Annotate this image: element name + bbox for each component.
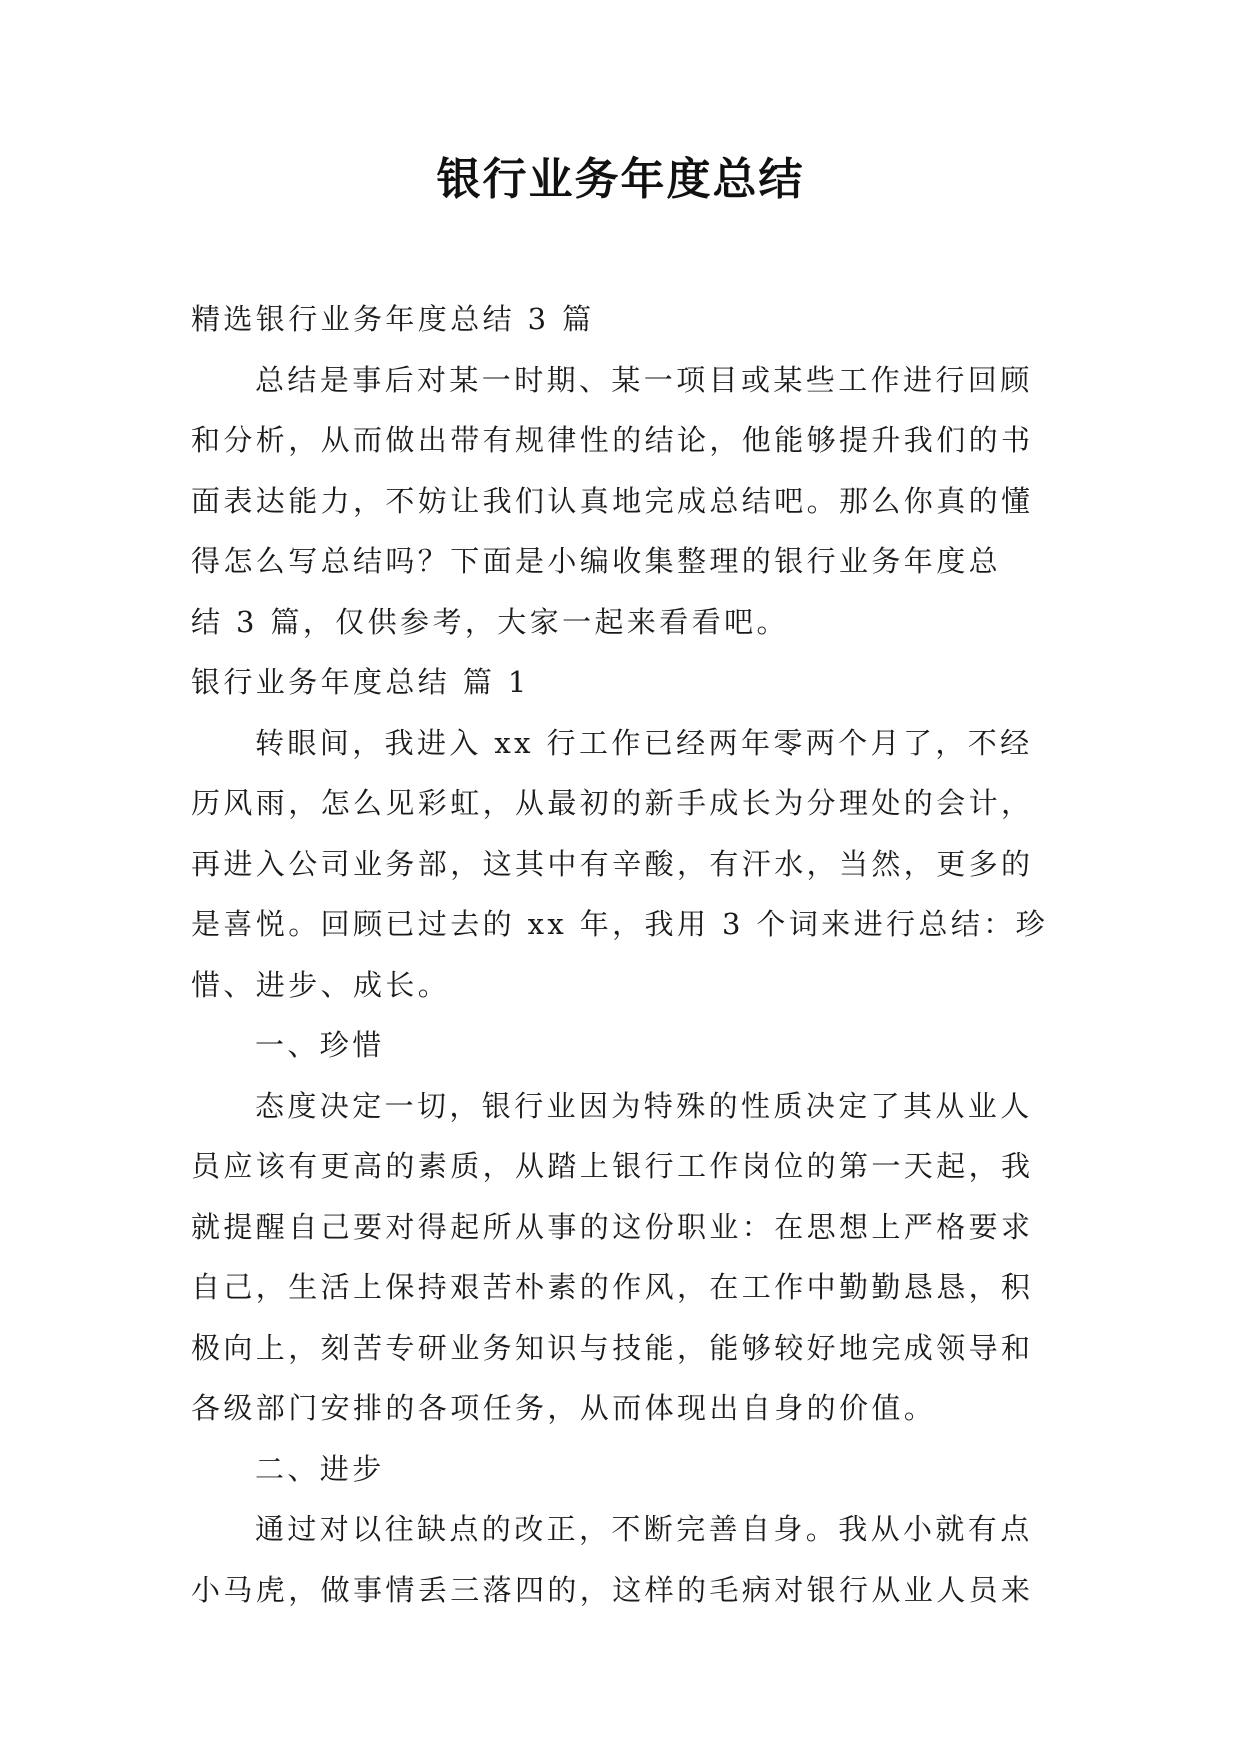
section-heading: 银行业务年度总结 篇 1: [191, 665, 530, 699]
paragraph-line: 自己，生活上保持艰苦朴素的作风，在工作中勤勤恳恳，积: [191, 1270, 1034, 1304]
paragraph-line: 惜、进步、成长。: [191, 967, 451, 1002]
paragraph-line: 是喜悦。回顾已过去的 xx 年，我用 3 个词来进行总结：珍: [191, 907, 1049, 941]
paragraph-line: 转眼间，我进入 xx 行工作已经两年零两个月了，不经: [255, 725, 1033, 760]
paragraph-line: 员应该有更高的素质，从踏上银行工作岗位的第一天起，我: [191, 1149, 1034, 1183]
intro-paragraph-line: 结 3 篇，仅供参考，大家一起来看看吧。: [191, 604, 789, 639]
intro-paragraph-line: 总结是事后对某一时期、某一项目或某些工作进行回顾: [255, 362, 1033, 397]
paragraph-line: 各级部门安排的各项任务，从而体现出自身的价值。: [191, 1391, 937, 1425]
document-body: [191, 289, 1051, 1620]
paragraph-line: 就提醒自己要对得起所从事的这份职业：在思想上严格要求: [191, 1209, 1034, 1244]
paragraph-line: 态度决定一切，银行业因为特殊的性质决定了其从业人: [255, 1088, 1033, 1123]
paragraph-line: 极向上，刻苦专研业务知识与技能，能够较好地完成领导和: [191, 1330, 1034, 1365]
subtitle-line: 精选银行业务年度总结 3 篇: [191, 302, 595, 336]
intro-paragraph-line: 得怎么写总结吗？下面是小编收集整理的银行业务年度总: [191, 544, 1002, 578]
paragraph-line: 小马虎，做事情丢三落四的，这样的毛病对银行从业人员来: [191, 1572, 1034, 1607]
paragraph-line: 历风雨，怎么见彩虹，从最初的新手成长为分理处的会计，: [191, 786, 1034, 820]
document-title: 银行业务年度总结: [436, 154, 805, 205]
subheading-progress: 二、进步: [255, 1451, 385, 1486]
subheading-cherish: 一、珍惜: [255, 1028, 385, 1062]
paragraph-line: 通过对以往缺点的改正，不断完善自身。我从小就有点: [255, 1512, 1033, 1546]
intro-paragraph-line: 和分析，从而做出带有规律性的结论，他能够提升我们的书: [191, 423, 1034, 457]
intro-paragraph-line: 面表达能力，不妨让我们认真地完成总结吧。那么你真的懂: [191, 483, 1034, 518]
paragraph-line: 再进入公司业务部，这其中有辛酸，有汗水，当然，更多的: [191, 846, 1034, 881]
